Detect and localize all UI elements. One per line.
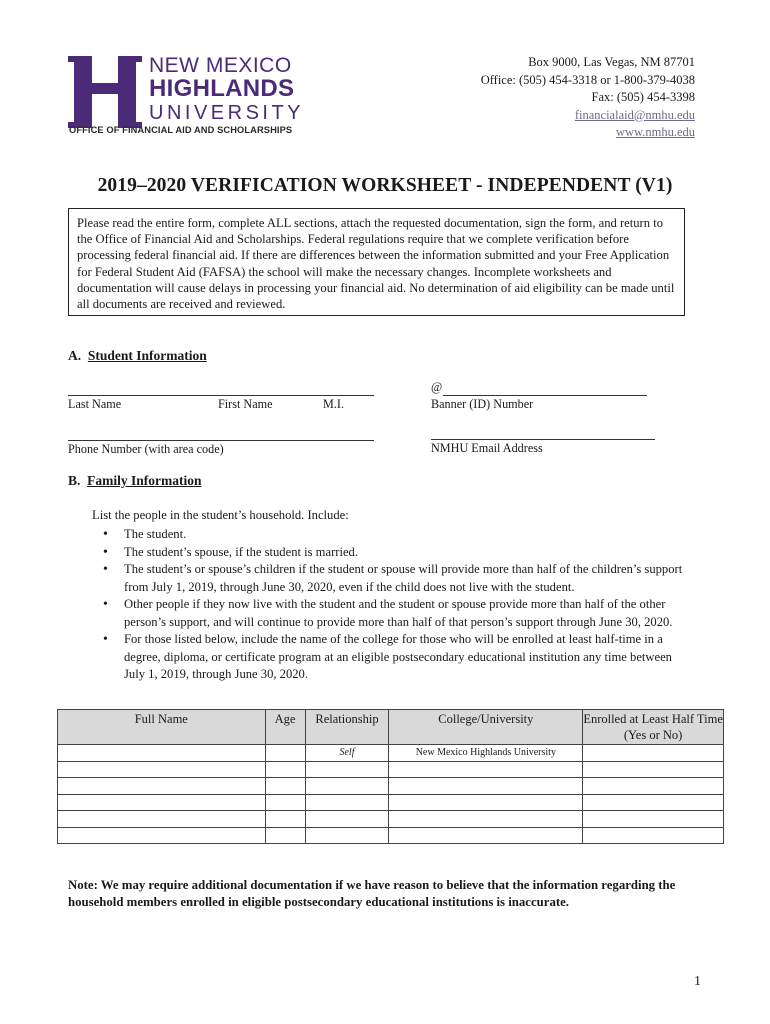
instructions-box: Please read the entire form, complete ALL sections, attach the requested documentation, sign the form, and return to the Office of Financial Aid and Scholarships. Federal regulations require that we complete verification before processing federal financial aid. If there are differences between the information submitted and your Free Application for Federal Student Aid (FAFSA) the school will make the necessary changes. Incomplete worksheets and documentation will cause delays in processing your financial aid. No determination of aid eligibility can be made until all documents are received and reviewed. xyxy=(68,208,685,316)
logo-line-university: UNIVERSITY xyxy=(149,102,305,124)
col-header-enrolled: Enrolled at Least Half Time (Yes or No) xyxy=(583,710,724,745)
cell-college: New Mexico Highlands University xyxy=(389,745,583,762)
h-monogram-icon xyxy=(66,56,144,128)
cell-college[interactable] xyxy=(389,811,583,828)
banner-id-field-line[interactable] xyxy=(443,395,647,396)
col-header-full-name: Full Name xyxy=(58,710,266,745)
cell-enrolled[interactable] xyxy=(583,811,724,828)
contact-fax: Fax: (505) 454-3398 xyxy=(591,90,695,104)
section-a-heading xyxy=(68,348,207,364)
cell-college[interactable] xyxy=(389,761,583,778)
section-a-letter: A. xyxy=(68,348,82,363)
cell-full-name[interactable] xyxy=(58,745,266,762)
contact-email-link[interactable]: financialaid@nmhu.edu xyxy=(574,107,695,122)
phone-field-line[interactable] xyxy=(68,440,374,441)
cell-age[interactable] xyxy=(265,761,305,778)
first-name-label: First Name xyxy=(218,397,273,411)
contact-address: Box 9000, Las Vegas, NM 87701 xyxy=(528,55,695,69)
table-row xyxy=(58,827,724,844)
section-b-letter: B. xyxy=(68,473,81,488)
cell-full-name[interactable] xyxy=(58,761,266,778)
cell-age[interactable] xyxy=(265,794,305,811)
table-header-row xyxy=(58,710,724,745)
cell-age[interactable] xyxy=(265,811,305,828)
household-list xyxy=(103,526,693,684)
page-title: 2019–2020 VERIFICATION WORKSHEET - INDEPENDENT (V1) xyxy=(97,175,673,196)
cell-relationship[interactable] xyxy=(305,827,389,844)
contact-office-phone: Office: (505) 454-3318 or 1-800-379-4038 xyxy=(480,72,695,87)
table-row xyxy=(58,745,724,762)
cell-college[interactable] xyxy=(389,794,583,811)
household-table xyxy=(57,709,724,844)
cell-relationship[interactable] xyxy=(305,778,389,795)
cell-relationship: Self xyxy=(305,745,389,762)
list-item: • The student. xyxy=(103,526,693,544)
section-b-heading xyxy=(68,473,202,489)
cell-relationship[interactable] xyxy=(305,794,389,811)
cell-enrolled[interactable] xyxy=(583,761,724,778)
cell-college[interactable] xyxy=(389,778,583,795)
list-item: • For those listed below, include the name of the college for those who will be enrolled at least half-time in a degree, diploma, or certificate program at an eligible postsecondary educational institution any time between July 1, 2019, through June 30, 2020. xyxy=(103,631,693,684)
nmhu-email-label: NMHU Email Address xyxy=(431,441,543,455)
table-row xyxy=(58,761,724,778)
cell-age[interactable] xyxy=(265,827,305,844)
household-intro: List the people in the student’s household. Include: xyxy=(92,508,349,522)
cell-enrolled[interactable] xyxy=(583,827,724,844)
table-row xyxy=(58,811,724,828)
last-name-label: Last Name xyxy=(68,397,122,411)
cell-full-name[interactable] xyxy=(58,778,266,795)
cell-age[interactable] xyxy=(265,745,305,762)
cell-full-name[interactable] xyxy=(58,827,266,844)
banner-at-sign: @ xyxy=(431,380,443,394)
email-field-line[interactable] xyxy=(431,439,655,440)
contact-info xyxy=(481,54,695,142)
cell-enrolled[interactable] xyxy=(583,794,724,811)
cell-enrolled[interactable] xyxy=(583,745,724,762)
name-field-line[interactable] xyxy=(68,395,374,396)
logo-line-new-mexico: NEW MEXICO xyxy=(149,54,292,77)
section-b-title: Family Information xyxy=(87,473,202,488)
logo-office-name: OFFICE OF FINANCIAL AID AND SCHOLARSHIPS xyxy=(69,125,293,135)
list-item: • The student’s or spouse’s children if the student or spouse will provide more than half of the children’s support from July 1, 2019, through June 30, 2020, even if the child does not live with the student. xyxy=(103,561,693,596)
cell-age[interactable] xyxy=(265,778,305,795)
university-logo xyxy=(66,54,306,140)
logo-line-highlands: HIGHLANDS xyxy=(149,75,295,102)
cell-enrolled[interactable] xyxy=(583,778,724,795)
contact-website-link[interactable]: www.nmhu.edu xyxy=(615,125,695,139)
verification-note: Note: We may require additional documentation if we have reason to believe that the information regarding the household members enrolled in eligible postsecondary educational institutions is inaccurate. xyxy=(68,878,676,909)
table-row xyxy=(58,778,724,795)
banner-id-label: Banner (ID) Number xyxy=(431,397,534,411)
col-header-college: College/University xyxy=(389,710,583,745)
list-item: • Other people if they now live with the student and the student or spouse provide more than half of the other person’s support, and will continue to provide more than half of that person’s support through June 30, 2020. xyxy=(103,596,693,631)
cell-full-name[interactable] xyxy=(58,794,266,811)
mi-label: M.I. xyxy=(323,397,344,411)
section-a-title: Student Information xyxy=(87,348,207,363)
cell-relationship[interactable] xyxy=(305,761,389,778)
cell-college[interactable] xyxy=(389,827,583,844)
phone-label: Phone Number (with area code) xyxy=(68,442,224,456)
table-row xyxy=(58,794,724,811)
col-header-age: Age xyxy=(265,710,305,745)
cell-full-name[interactable] xyxy=(58,811,266,828)
page-number: 1 xyxy=(694,974,701,989)
cell-relationship[interactable] xyxy=(305,811,389,828)
col-header-relationship: Relationship xyxy=(305,710,389,745)
list-item: • The student’s spouse, if the student is married. xyxy=(103,544,693,562)
